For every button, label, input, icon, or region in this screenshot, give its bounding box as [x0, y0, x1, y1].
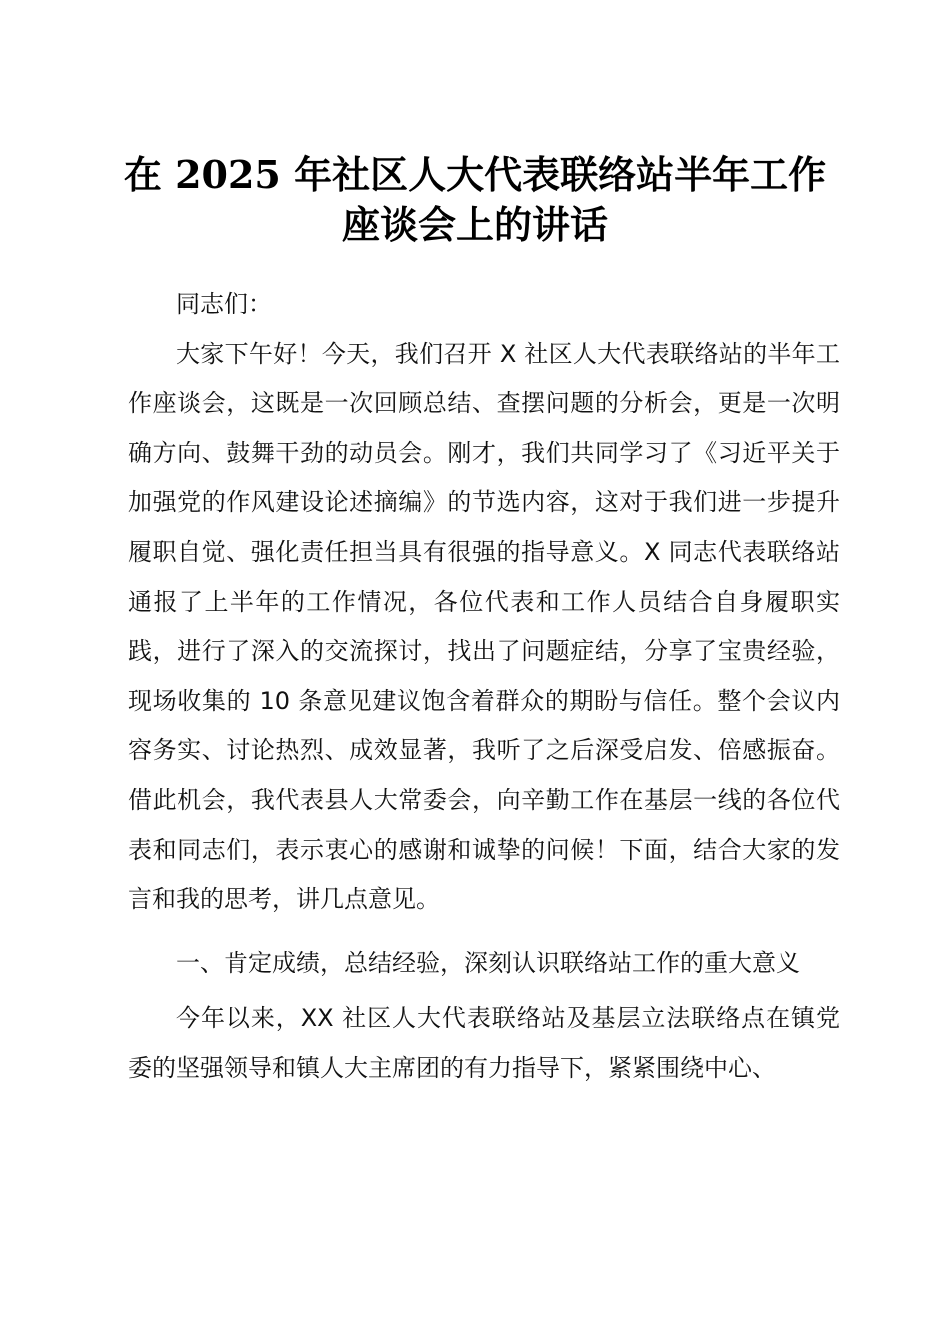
document-body: [128, 280, 840, 1094]
document-title: 在 2025 年社区人大代表联络站半年工作座谈会上的讲话: [123, 152, 827, 247]
opening-paragraph: 大家下午好！今天，我们召开 X 社区人大代表联络站的半年工作座谈会，这既是一次回顾总结、查摆问题的分析会，更是一次明确方向、鼓舞干劲的动员会。刚才，我们共同学习了《习近平关于加强党的作风建设论述摘编》的节选内容，这对于我们进一步提升履职自觉、强化责任担当具有很强的指导意义。X 同志代表联络站通报了上半年的工作情况，各位代表和工作人员结合自身履职实践，进行了深入的交流探讨，找出了问题症结，分享了宝贵经验，现场收集的 10 条意见建议饱含着群众的期盼与信任。整个会议内容务实、讨论热烈、成效显著，我听了之后深受启发、倍感振奋。借此机会，我代表县人大常委会，向辛勤工作在基层一线的各位代表和同志们，表示衷心的感谢和诚挚的问候！下面，结合大家的发言和我的思考，讲几点意见。: [128, 339, 840, 914]
section-paragraph: 今年以来，XX 社区人大代表联络站及基层立法联络点在镇党委的坚强领导和镇人大主席团的有力指导下，紧紧围绕中心、: [128, 1004, 840, 1082]
section-heading: 一、肯定成绩，总结经验，深刻认识联络站工作的重大意义: [176, 948, 800, 977]
salutation: 同志们：: [176, 290, 272, 318]
